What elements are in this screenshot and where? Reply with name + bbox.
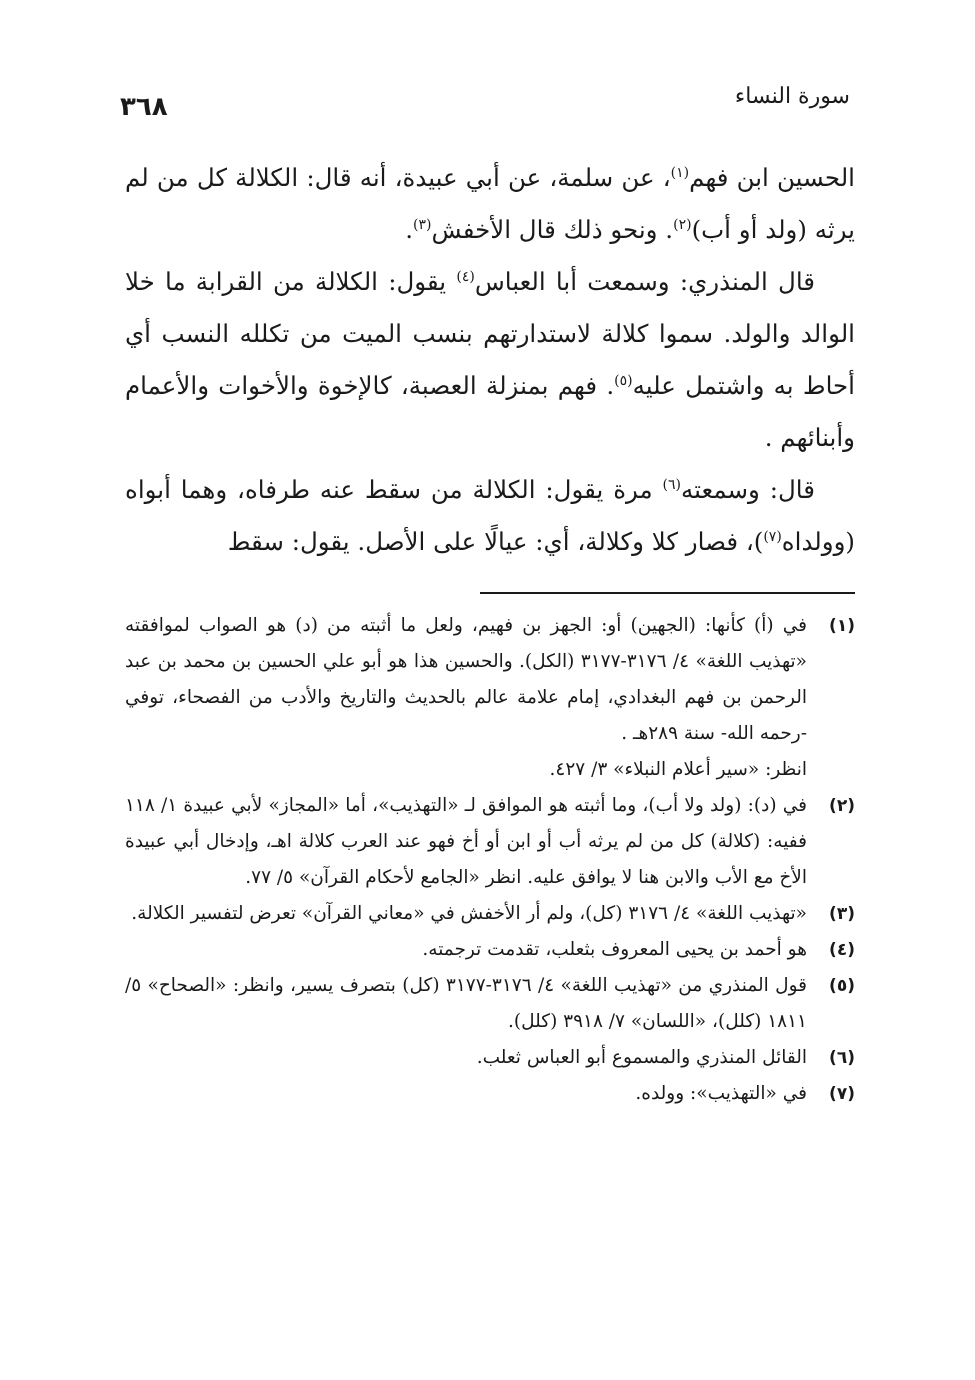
text-run: يقول: الكلالة من القرابة ما خلا الوالد والولد. سموا كلالة لاستدارتهم بنسب الميت من تكلله النسب أي أحاط به واشتمل عليه (125, 267, 855, 400)
text-run: . ونحو ذلك قال الأخفش (431, 215, 674, 244)
footnote-ref: (١) (670, 164, 690, 181)
footnote-ref: (٧) (763, 528, 782, 545)
footnote (125, 1040, 855, 1076)
footnote-body (125, 896, 807, 932)
footnote-body (125, 932, 807, 968)
footnote (125, 968, 855, 1040)
footnote (125, 896, 855, 932)
footnote-text: في (أ) كأنها: (الجهين) أو: الجهز بن فهيم، ولعل ما أثبته من (د) هو الصواب لموافقته «تهذيب اللغة» ٤/ ٣١٧٦-٣١٧٧ (الكل). والحسين هذا هو أبو علي الحسين بن محمد بن عبد الرحمن بن فهم البغدادي، إمام علامة عالم بالحديث والتاريخ والأدب من الفصحاء، توفي -رحمه الله- سنة ٢٨٩هـ . (125, 615, 807, 744)
paragraph (125, 256, 855, 464)
footnote (125, 1076, 855, 1112)
text-run: مرة يقول: الكلالة من سقط عنه طرفاه، وهما أبواه (وولداه (125, 475, 855, 556)
footnotes (125, 608, 855, 1112)
text-run: قال: وسمعته (681, 475, 815, 504)
footnote-text: القائل المنذري والمسموع أبو العباس ثعلب. (476, 1047, 807, 1068)
footnote-ref: (٥) (614, 372, 633, 389)
footnote-number: (٥) (829, 976, 855, 996)
footnote-text: قول المنذري من «تهذيب اللغة» ٤/ ٣١٧٦-٣١٧٧ (كل) بتصرف يسير، وانظر: «الصحاح» ٥/ ١٨١١ (كلل)، «اللسان» ٧/ ٣٩١٨ (كلل). (125, 975, 807, 1032)
footnote-body (125, 968, 807, 1040)
page-number: ٣٦٨ (120, 92, 168, 122)
main-text (125, 152, 855, 568)
footnote-text: «تهذيب اللغة» ٤/ ٣١٧٦ (كل)، ولم أر الأخفش في «معاني القرآن» تعرض لتفسير الكلالة. (131, 903, 807, 924)
footnote-body (125, 788, 807, 896)
text-run: )، فصار كلا وكلالة، أي: عيالًا على الأصل. يقول: سقط (227, 527, 764, 556)
footnote-number: (٦) (829, 1048, 855, 1068)
footnote-text: في «التهذيب»: وولده. (635, 1083, 807, 1104)
footnote (125, 932, 855, 968)
footnote-text: انظر: «سير أعلام النبلاء» ٣/ ٤٢٧. (549, 759, 807, 780)
footnote-text: هو أحمد بن يحيى المعروف بثعلب، تقدمت ترجمته. (422, 939, 807, 960)
paragraph (125, 152, 855, 256)
footnote-ref: (٣) (413, 216, 432, 233)
text-run: . فهم بمنزلة العصبة، كالإخوة والأخوات والأعمام وأبنائهم . (125, 371, 855, 452)
footnote-ref: (٢) (673, 216, 692, 233)
page-header (120, 78, 850, 128)
text-run: الحسين ابن فهم (689, 163, 855, 192)
footnote-number: (١) (829, 616, 855, 636)
footnote-number: (٣) (829, 904, 855, 924)
footnote-body (125, 608, 807, 788)
footnote-ref: (٦) (662, 476, 682, 493)
text-run: قال المنذري: وسمعت أبا العباس (474, 267, 815, 296)
footnote-number: (٤) (829, 940, 855, 960)
text-run: . (405, 215, 413, 244)
footnote-number: (٢) (829, 796, 855, 816)
footnote-ref: (٤) (456, 268, 475, 285)
footnote (125, 608, 855, 788)
footnote-body (125, 1040, 807, 1076)
footnote-number: (٧) (829, 1084, 855, 1104)
footnote-separator (480, 592, 855, 594)
paragraph (125, 464, 855, 568)
running-title: سورة النساء (734, 84, 850, 109)
text-run: ، عن سلمة، عن أبي عبيدة، أنه قال: الكلالة كل من لم يرثه (ولد أو أب) (125, 163, 855, 244)
footnote-text: في (د): (ولد ولا أب)، وما أثبته هو الموافق لـ «التهذيب»، أما «المجاز» لأبي عبيدة ١/ ١١٨ ففيه: (كلالة) كل من لم يرثه أب أو ابن أو أخ فهو عند العرب كلالة اهـ، وإدخال أبي عبيدة الأخ مع الأب والابن هنا لا يوافق عليه. انظر «الجامع لأحكام القرآن» ٥/ ٧٧. (125, 795, 807, 888)
footnote (125, 788, 855, 896)
footnote-body (125, 1076, 807, 1112)
